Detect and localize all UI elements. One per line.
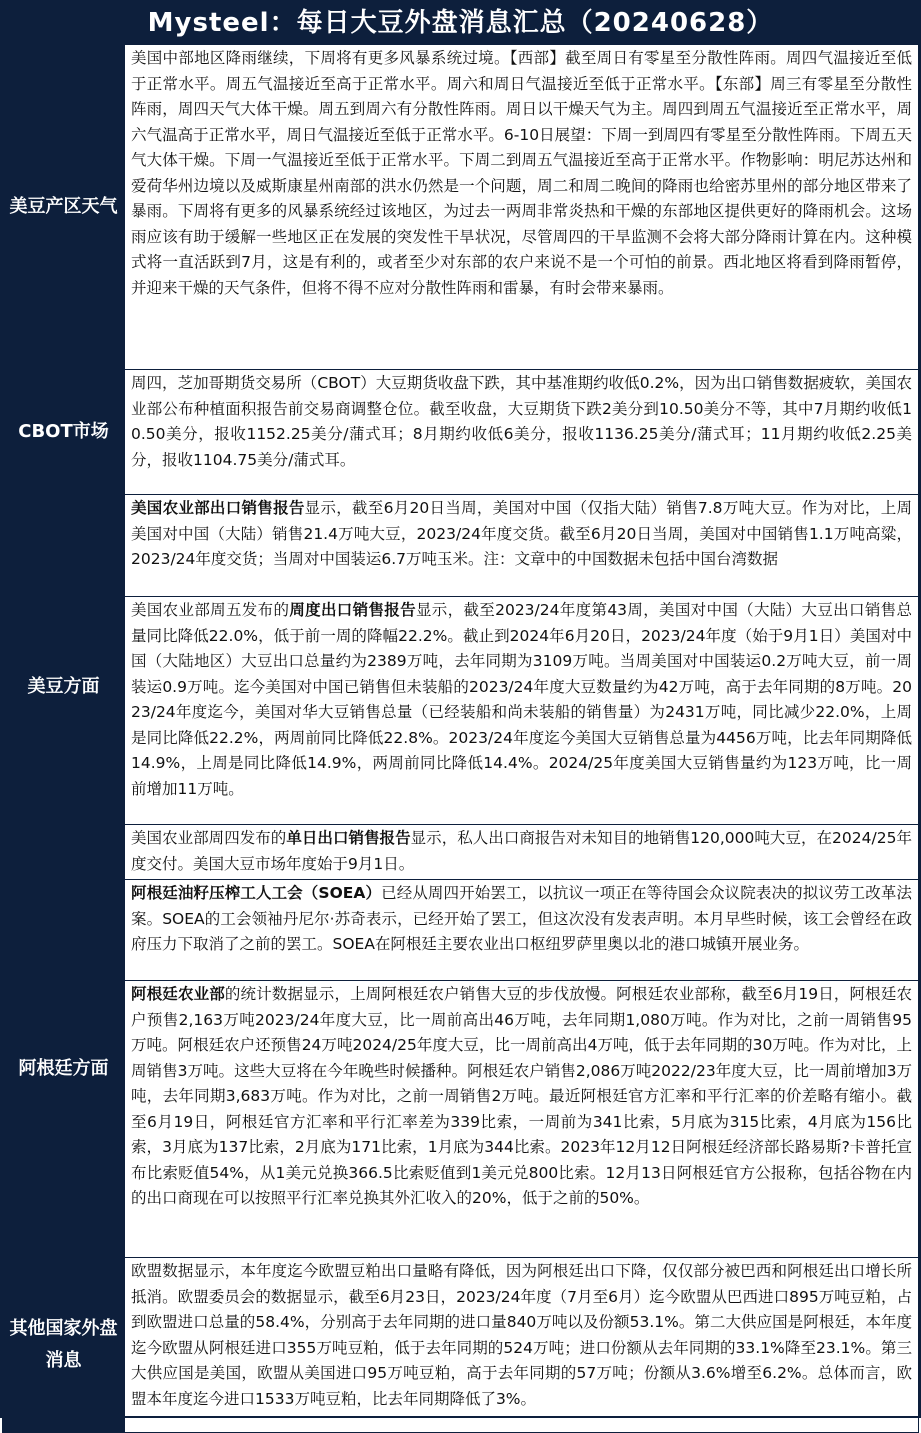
section-text bbox=[125, 597, 919, 825]
org-name: 阿根廷油籽压榨工人工会（SOEA） bbox=[131, 884, 382, 902]
report-name: 单日出口销售报告 bbox=[286, 829, 411, 847]
section-text bbox=[125, 370, 919, 495]
section-text bbox=[125, 45, 919, 370]
section-subrow bbox=[3, 597, 919, 825]
section-row-cbot bbox=[3, 370, 919, 495]
news-table bbox=[2, 44, 919, 1433]
section-row-us-soy bbox=[3, 495, 919, 597]
paragraph-text: 已经从周四开始罢工，以抗议一项正在等待国会众议院表决的拟议劳工改革法案。SOEA的工会领袖丹尼尔·苏奇表示，已经开始了罢工，但这次没有发表声明。本月早些时候，该工会曾经在政府压力下取消了之前的罢工。SOEA在阿根廷主要农业出口枢纽罗萨里奥以北的港口城镇开展业务。 bbox=[131, 884, 912, 953]
paragraph-text: 美国中部地区降雨继续，下周将有更多风暴系统过境。【西部】截至周日有零星至分散性阵雨。周四气温接近至低于正常水平。周五气温接近至高于正常水平。周六和周日气温接近至低于正常水平。【东部】周三有零星至分散性阵雨，周四天气大体干燥。周五到周六有分散性阵雨。周日以干燥天气为主。周四到周五气温接近至正常水平，周六气温高于正常水平，周日气温接近至低于正常水平。6-10日展望：下周一到周四有零星至分散性阵雨。下周五天气大体干燥。下周一气温接近至低于正常水平。下周二到周五气温接近至高于正常水平。作物影响：明尼苏达州和爱荷华州边境以及威斯康星州南部的洪水仍然是一个问题，周二和周二晚间的降雨也给密苏里州的部分地区带来了暴雨。下周将有更多的风暴系统经过该地区，为过去一两周非常炎热和干燥的东部地区提供更好的降雨机会。这场雨应该有助于缓解一些地区正在发展的突发性干旱状况，尽管周四的干旱监测不会将大部分降雨计算在内。这种模式将一直活跃到7月，这是有利的，或者至少对东部的农户来说不是一个可怕的前景。西北地区将看到降雨暂停，并迎来干燥的天气条件，但将不得不应对分散性阵雨和雷暴，有时会带来暴雨。 bbox=[131, 49, 912, 297]
org-name: 阿根廷农业部 bbox=[131, 985, 225, 1003]
paragraph-text: 的统计数据显示，上周阿根廷农户销售大豆的步伐放慢。阿根廷农业部称，截至6月19日，阿根廷农户预售2,163万吨2023/24年度大豆，比一周前高出46万吨，去年同期1,080万吨。作为对比，之前一周销售95万吨。阿根廷农户还预售24万吨2024/25年度大豆，比一周前高出4万吨，低于去年同期的30万吨。作为对比，上周销售3万吨。这些大豆将在今年晚些时候播种。阿根廷农户销售2,086万吨2022/23年度大豆，比一周前增加3万吨，去年同期3,683万吨。作为对比，之前一周销售2万吨。最近阿根廷官方汇率和平行汇率的价差略有缩小。截至6月19日，阿根廷官方汇率和平行汇率差为339比索，一周前为341比索，5月底为315比索，4月底为156比索，3月底为137比索，2月底为171比索，1月底为344比索。2023年12月12日阿根廷经济部长路易斯?卡普托宣布比索贬值54%，从1美元兑换366.5比索贬值到1美元兑800比索。12月13日阿根廷官方公报称，包括谷物在内的出口商现在可以按照平行汇率兑换其外汇收入的20%，低于之前的50%。 bbox=[131, 985, 912, 1207]
section-text bbox=[125, 1258, 919, 1433]
paragraph-text: 显示，截至6月20日当周，美国对中国（仅指大陆）销售7.8万吨大豆。作为对比，上周美国对中国（大陆）销售21.4万吨大豆，2023/24年度交货。截至6月20日当周，美国对中国销售1.1万吨高粱，2023/24年度交货；当周对中国装运6.7万吨玉米。注：文章中的中国数据未包括中国台湾数据 bbox=[131, 499, 912, 568]
section-label: 其他国家外盘消息 bbox=[3, 1258, 125, 1433]
paragraph-text: 周四，芝加哥期货交易所（CBOT）大豆期货收盘下跌，其中基准期约收低0.2%，因为出口销售数据疲软，美国农业部公布种植面积报告前交易商调整仓位。截至收盘，大豆期货下跌2美分到10.50美分不等，其中7月期约收低10.50美分，报收1152.25美分/蒲式耳；8月期约收低6美分，报收1136.25美分/蒲式耳；11月期约收低2.25美分，报收1104.75美分/蒲式耳。 bbox=[131, 374, 913, 469]
section-subrow bbox=[3, 825, 919, 880]
report-name: 周度出口销售报告 bbox=[289, 601, 416, 619]
section-label: 美豆产区天气 bbox=[3, 45, 125, 370]
paragraph-text: 显示，截至2023/24年度第43周，美国对中国（大陆）大豆出口销售总量同比降低22.0%，低于前一周的降幅22.2%。截止到2024年6月20日，2023/24年度（始于9月1日）美国对中国（大陆地区）大豆出口总量约为2389万吨，去年同期为3109万吨。当周美国对中国装运0.2万吨大豆，前一周装运0.9万吨。迄今美国对中国已销售但未装船的2023/24年度大豆数量约为42万吨，高于去年同期的8万吨。2023/24年度迄今，美国对华大豆销售总量（已经装船和尚未装船的销售量）为2431万吨，同比减少22.0%，上周是同比降低22.2%，两周前同比降低22.8%。2023/24年度迄今美国大豆销售总量为4456万吨，比去年同期降低14.9%，上周是同比降低14.9%，两周前同比降低14.4%。2024/25年度美国大豆销售量约为123万吨，比一周前增加11万吨。 bbox=[131, 601, 912, 798]
paragraph-text: 欧盟数据显示，本年度迄今欧盟豆粕出口量略有降低，因为阿根廷出口下降，仅仅部分被巴西和阿根廷出口增长所抵消。欧盟委员会的数据显示，截至6月23日，2023/24年度（7月至6月）迄今欧盟从巴西进口895万吨豆粕，占到欧盟进口总量的58.4%，分别高于去年同期的进口量840万吨以及份额53.1%。第二大供应国是阿根廷，本年度迄今欧盟从阿根廷进口355万吨豆粕，低于去年同期的524万吨；进口份额从去年同期的33.1%降至23.1%。第三大供应国是美国，欧盟从美国进口95万吨豆粕，高于去年同期的57万吨；份额从3.6%增至6.2%。总体而言，欧盟本年度迄今进口1533万吨豆粕，比去年同期降低了3%。 bbox=[131, 1262, 912, 1408]
section-label: 美豆方面 bbox=[3, 495, 125, 880]
section-text bbox=[125, 880, 919, 981]
section-text bbox=[125, 495, 919, 597]
paragraph-prefix: 美国农业部周四发布的 bbox=[131, 829, 287, 847]
section-row-weather bbox=[3, 45, 919, 370]
section-row-argentina bbox=[3, 880, 919, 981]
section-label: 阿根廷方面 bbox=[3, 880, 125, 1258]
section-text bbox=[125, 981, 919, 1258]
section-subrow bbox=[3, 981, 919, 1258]
report-name: 美国农业部出口销售报告 bbox=[131, 499, 305, 517]
section-row-other bbox=[3, 1258, 919, 1433]
section-label: CBOT市场 bbox=[3, 370, 125, 495]
page-title: Mysteel：每日大豆外盘消息汇总（20240628） bbox=[2, 2, 919, 44]
paragraph-prefix: 美国农业部周五发布的 bbox=[131, 601, 290, 619]
paragraph-text: 显示，私人出口商报告对未知目的地销售120,000吨大豆，在2024/25年度交付。美国大豆市场年度始于9月1日。 bbox=[131, 829, 912, 873]
section-text bbox=[125, 825, 919, 880]
